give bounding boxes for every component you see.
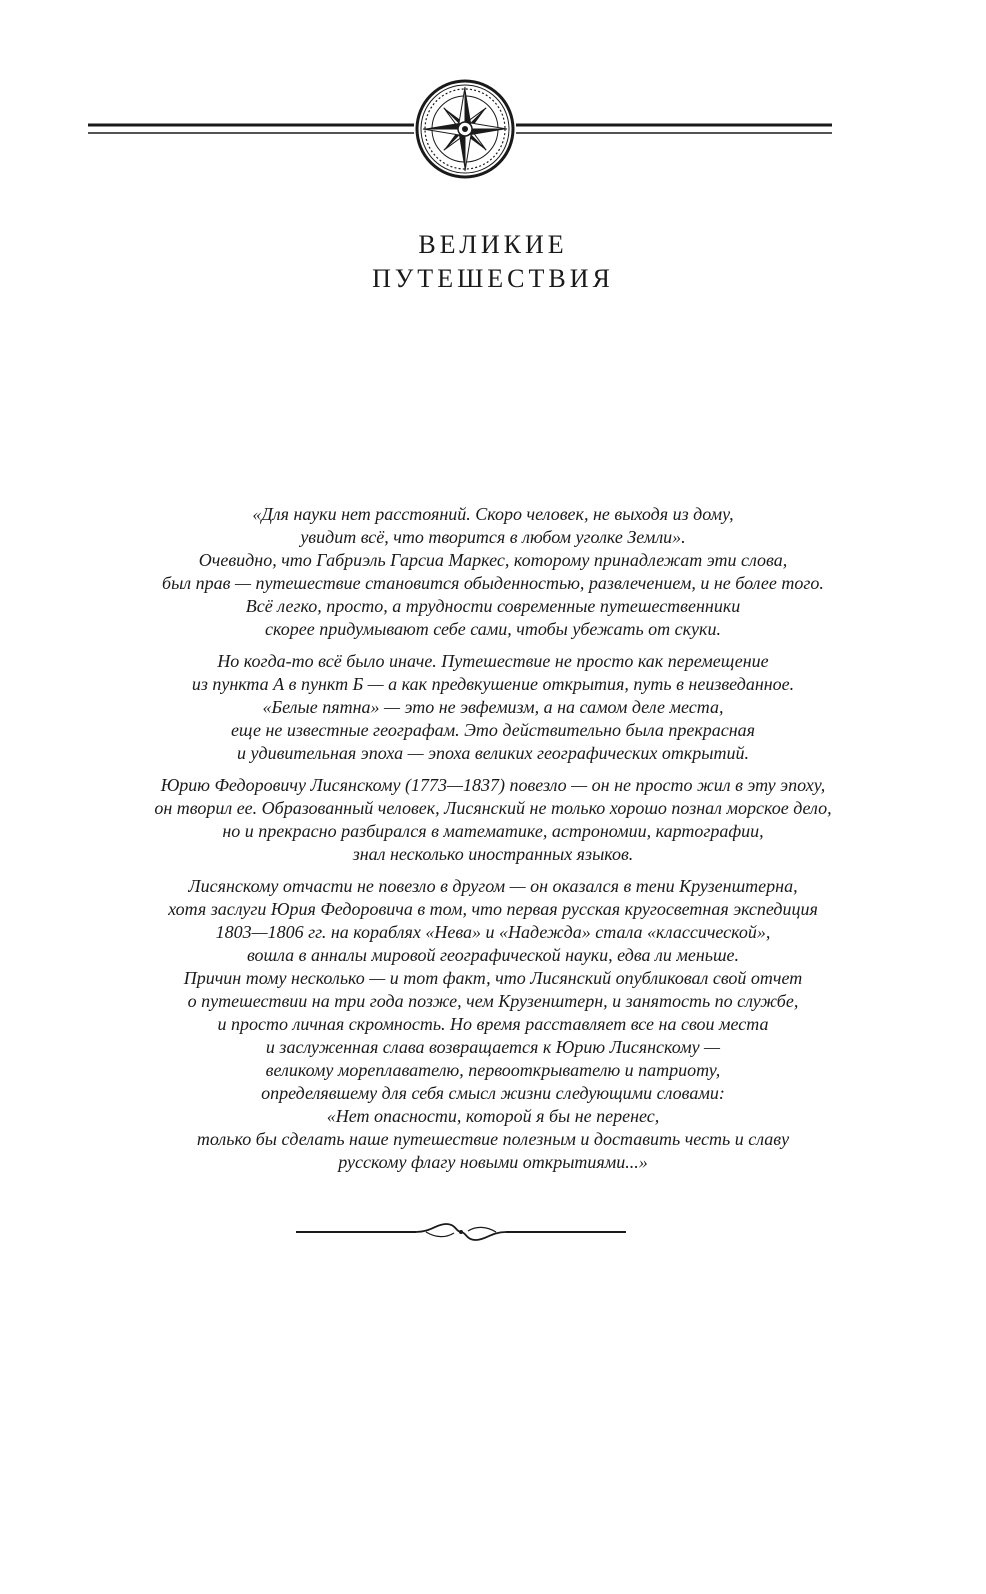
text-line: хотя заслуги Юрия Федоровича в том, что первая русская кругосветная экспедиция bbox=[168, 899, 818, 919]
paragraph-2 bbox=[60, 650, 926, 765]
text-line: Но когда-то всё было иначе. Путешествие не просто как перемещение bbox=[217, 651, 769, 671]
text-line: Юрию Федоровичу Лисянскому (1773—1837) повезло — он не просто жил в эту эпоху, bbox=[160, 775, 826, 795]
text-line: определявшему для себя смысл жизни следующими словами: bbox=[261, 1083, 725, 1103]
series-title-line-2: ПУТЕШЕСТВИЯ bbox=[372, 264, 614, 293]
compass-rose-icon bbox=[0, 70, 986, 200]
text-line: он творил ее. Образованный человек, Лисянский не только хорошо познал морское дело, bbox=[154, 798, 832, 818]
text-line: Всё легко, просто, а трудности современные путешественники bbox=[245, 596, 741, 616]
text-line: Лисянскому отчасти не повезло в другом — он оказался в тени Крузенштерна, bbox=[188, 876, 798, 896]
text-line: Причин тому несколько — и тот факт, что Лисянский опубликовал свой отчет bbox=[183, 968, 803, 988]
text-line: «Для науки нет расстояний. Скоро человек, не выходя из дому, bbox=[252, 504, 734, 524]
text-line: знал несколько иностранных языков. bbox=[352, 844, 634, 864]
text-line: 1803—1806 гг. на кораблях «Нева» и «Надежда» стала «классической», bbox=[215, 922, 771, 942]
text-line: скорее придумывают себе сами, чтобы убежать от скуки. bbox=[265, 619, 721, 639]
text-line: русскому флагу новыми открытиями...» bbox=[338, 1152, 648, 1172]
text-line: из пункта А в пункт Б — а как предвкушение открытия, путь в неизведанное. bbox=[191, 674, 795, 694]
text-line: вошла в анналы мировой географической науки, едва ли меньше. bbox=[246, 945, 740, 965]
text-line: «Нет опасности, которой я бы не перенес, bbox=[326, 1106, 660, 1126]
header-ornament bbox=[0, 70, 986, 200]
text-line: и заслуженная слава возвращается к Юрию Лисянскому — bbox=[265, 1037, 721, 1057]
footer-ornament bbox=[296, 1218, 626, 1246]
text-line: великому мореплавателю, первооткрывателю и патриоту, bbox=[265, 1060, 721, 1080]
text-line: был прав — путешествие становится обыденностью, развлечением, и не более того. bbox=[162, 573, 824, 593]
paragraph-3 bbox=[60, 774, 926, 866]
text-line: и удивительная эпоха — эпоха великих географических открытий. bbox=[237, 743, 749, 763]
paragraph-1 bbox=[60, 503, 926, 641]
intro-text bbox=[60, 503, 926, 1183]
paragraph-4 bbox=[60, 875, 926, 1174]
text-line: «Белые пятна» — это не эвфемизм, а на самом деле места, bbox=[262, 697, 724, 717]
text-line: и просто личная скромность. Но время расставляет все на свои места bbox=[217, 1014, 769, 1034]
text-line: о путешествии на три года позже, чем Крузенштерн, и занятость по службе, bbox=[187, 991, 799, 1011]
text-line: Очевидно, что Габриэль Гарсиа Маркес, которому принадлежат эти слова, bbox=[198, 550, 788, 570]
text-line: но и прекрасно разбирался в математике, астрономии, картографии, bbox=[222, 821, 764, 841]
text-line: еще не известные географам. Это действительно была прекрасная bbox=[230, 720, 756, 740]
flourish-divider-icon bbox=[296, 1218, 626, 1246]
text-line: увидит всё, что творится в любом уголке Земли». bbox=[300, 527, 686, 547]
series-title-line-1: ВЕЛИКИЕ bbox=[418, 230, 568, 259]
series-title bbox=[0, 228, 986, 296]
text-line: только бы сделать наше путешествие полезным и доставить честь и славу bbox=[196, 1129, 790, 1149]
